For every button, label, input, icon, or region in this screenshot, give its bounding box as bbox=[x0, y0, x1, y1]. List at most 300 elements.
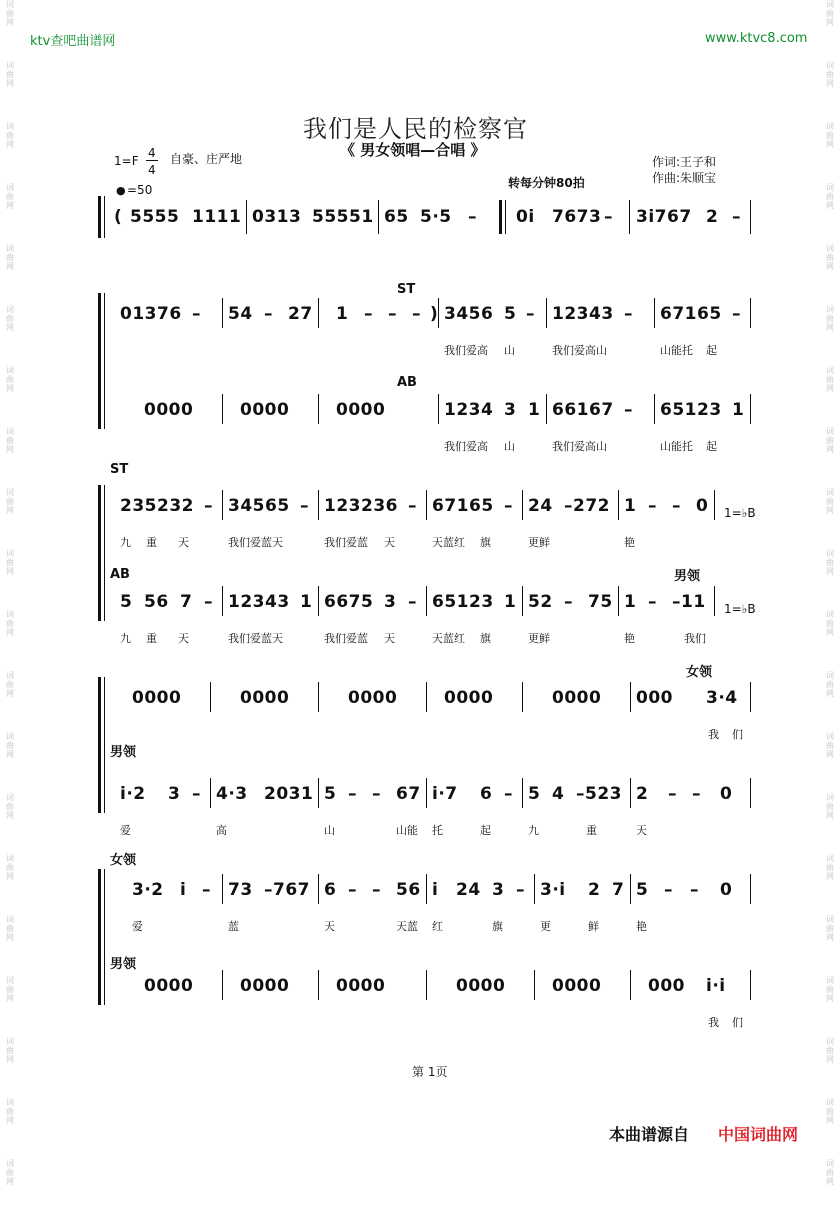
barline bbox=[318, 490, 319, 520]
female-lead-lyric: 鲜 bbox=[588, 920, 599, 933]
male-lead-note: i·7 bbox=[432, 784, 458, 804]
edge-watermark-glyph: 曲 bbox=[6, 192, 14, 201]
system1-note: 5555 bbox=[130, 207, 180, 227]
edge-watermark-glyph: 网 bbox=[826, 201, 834, 210]
st-note: – bbox=[732, 304, 741, 324]
male-lead-note: 0000 bbox=[552, 976, 602, 996]
ab-note: 1 bbox=[300, 592, 313, 612]
header-right-site-link[interactable]: www.ktvc8.com bbox=[705, 31, 808, 46]
edge-watermark-gap bbox=[824, 881, 836, 915]
st-note: 12343 bbox=[552, 304, 614, 324]
edge-watermark-glyph: 词 bbox=[6, 549, 14, 558]
female-lead-lyric: 红 bbox=[432, 920, 443, 933]
male-lead-note: 4 bbox=[552, 784, 565, 804]
edge-watermark-glyph: 网 bbox=[6, 628, 14, 637]
st-lyric: 起 bbox=[706, 344, 717, 357]
st-note: 123236 bbox=[324, 496, 398, 516]
edge-watermark-glyph: 词 bbox=[6, 610, 14, 619]
st-note: 5 bbox=[504, 304, 517, 324]
male-lead-lyric: 托 bbox=[432, 824, 443, 837]
barline bbox=[750, 298, 751, 328]
system1-note: 3i767 bbox=[636, 207, 692, 227]
st-note: 54 bbox=[228, 304, 253, 324]
edge-watermark-glyph: 曲 bbox=[6, 802, 14, 811]
system1-note: – bbox=[604, 207, 613, 227]
edge-watermark-glyph: 网 bbox=[6, 79, 14, 88]
edge-watermark-glyph: 词 bbox=[6, 1159, 14, 1168]
edge-watermark-glyph: 网 bbox=[6, 506, 14, 515]
edge-watermark-gap bbox=[824, 332, 836, 366]
barline bbox=[222, 970, 223, 1000]
edge-watermark-glyph: 网 bbox=[826, 872, 834, 881]
edge-watermark-glyph: 曲 bbox=[6, 314, 14, 323]
edge-watermark-gap bbox=[824, 576, 836, 610]
edge-watermark-glyph: 曲 bbox=[826, 863, 834, 872]
edge-watermark-glyph: 词 bbox=[826, 305, 834, 314]
left-edge-watermark bbox=[4, 0, 16, 1186]
tempo-change: 转每分钟80拍 bbox=[508, 176, 585, 190]
edge-watermark-glyph: 曲 bbox=[826, 375, 834, 384]
edge-watermark-glyph: 网 bbox=[826, 811, 834, 820]
st-lyric: 天 bbox=[178, 536, 189, 549]
edge-watermark-gap bbox=[824, 393, 836, 427]
barline bbox=[318, 778, 319, 808]
edge-watermark-gap bbox=[4, 1186, 16, 1220]
barline bbox=[630, 874, 631, 904]
st-note: – bbox=[648, 496, 657, 516]
edge-watermark-gap bbox=[824, 637, 836, 671]
female-lead-note: 3·4 bbox=[706, 688, 738, 708]
edge-watermark-glyph: 词 bbox=[6, 61, 14, 70]
st-note: 01376 bbox=[120, 304, 182, 324]
system2-bracket-line bbox=[104, 293, 105, 429]
edge-watermark-glyph: 词 bbox=[826, 244, 834, 253]
system5-bracket-line bbox=[104, 869, 105, 1005]
edge-watermark-glyph: 词 bbox=[6, 0, 14, 9]
edge-watermark-gap bbox=[4, 759, 16, 793]
st-note: – bbox=[504, 496, 513, 516]
st-note: 235232 bbox=[120, 496, 194, 516]
style-marking: 自豪、庄严地 bbox=[170, 152, 243, 166]
time-signature-bottom: 4 bbox=[148, 163, 156, 177]
male-lead-note: – bbox=[348, 784, 357, 804]
edge-watermark-glyph: 词 bbox=[826, 549, 834, 558]
edge-watermark-glyph: 词 bbox=[6, 488, 14, 497]
barline bbox=[750, 778, 751, 808]
male-lead-note: 2 bbox=[636, 784, 649, 804]
edge-watermark-gap bbox=[824, 1186, 836, 1220]
female-lead-note: – bbox=[202, 880, 211, 900]
male-lead-lyric: 山能 bbox=[396, 824, 418, 837]
edge-watermark-glyph: 词 bbox=[6, 671, 14, 680]
male-lead-note: 5 bbox=[528, 784, 541, 804]
male-lead-note: 5 bbox=[324, 784, 337, 804]
footer-source-link[interactable]: 中国词曲网 bbox=[718, 1125, 799, 1144]
edge-watermark-glyph: 词 bbox=[826, 793, 834, 802]
st-lyric: 山能托 bbox=[660, 344, 693, 357]
ab-lyric: 我们 bbox=[684, 632, 706, 645]
male-lead-note: i·2 bbox=[120, 784, 146, 804]
edge-watermark-glyph: 网 bbox=[6, 18, 14, 27]
edge-watermark-glyph: 网 bbox=[6, 689, 14, 698]
st-note: ) bbox=[430, 304, 439, 324]
edge-watermark-glyph: 词 bbox=[826, 366, 834, 375]
edge-watermark-gap bbox=[4, 27, 16, 61]
edge-watermark-glyph: 词 bbox=[826, 1037, 834, 1046]
ab-lyric: 天 bbox=[178, 632, 189, 645]
male-lead-note: – bbox=[692, 784, 701, 804]
ab-note: 56 bbox=[144, 592, 169, 612]
barline bbox=[654, 394, 655, 424]
st-note: – bbox=[388, 304, 397, 324]
song-title: 我们是人民的检察官 bbox=[303, 115, 528, 143]
ab-note: – bbox=[204, 592, 213, 612]
edge-watermark-glyph: 网 bbox=[826, 445, 834, 454]
edge-watermark-glyph: 词 bbox=[6, 915, 14, 924]
st-part-label: ST bbox=[110, 462, 129, 477]
ab-lyric: 天蓝红 bbox=[432, 632, 465, 645]
edge-watermark-glyph: 曲 bbox=[6, 924, 14, 933]
female-lead-lyric: 旗 bbox=[492, 920, 503, 933]
ab-part-label: AB bbox=[110, 567, 130, 582]
system2-bracket bbox=[98, 293, 101, 429]
edge-watermark-gap bbox=[4, 698, 16, 732]
system4-bracket bbox=[98, 677, 101, 813]
barline bbox=[318, 586, 319, 616]
barline bbox=[522, 490, 523, 520]
female-lead-lyric: 蓝 bbox=[228, 920, 239, 933]
barline bbox=[438, 394, 439, 424]
edge-watermark-glyph: 网 bbox=[6, 140, 14, 149]
edge-watermark-glyph: 网 bbox=[826, 79, 834, 88]
system4-bracket-line bbox=[104, 677, 105, 813]
barline bbox=[750, 200, 751, 234]
system1-note: 2 bbox=[706, 207, 719, 227]
edge-watermark-glyph: 词 bbox=[826, 732, 834, 741]
edge-watermark-glyph: 网 bbox=[6, 323, 14, 332]
edge-watermark-gap bbox=[824, 88, 836, 122]
male-lead-lyric: 天 bbox=[636, 824, 647, 837]
edge-watermark-glyph: 曲 bbox=[6, 70, 14, 79]
male-lead-note: 6 bbox=[480, 784, 493, 804]
edge-watermark-gap bbox=[4, 149, 16, 183]
female-lead-note: 3·2 bbox=[132, 880, 164, 900]
edge-watermark-glyph: 词 bbox=[826, 915, 834, 924]
edge-watermark-glyph: 词 bbox=[826, 488, 834, 497]
edge-watermark-glyph: 网 bbox=[6, 384, 14, 393]
edge-watermark-glyph: 词 bbox=[6, 122, 14, 131]
system1-note: 5·5 bbox=[420, 207, 452, 227]
edge-watermark-glyph: 网 bbox=[826, 933, 834, 942]
female-lead-note: – bbox=[372, 880, 381, 900]
edge-watermark-glyph: 网 bbox=[6, 750, 14, 759]
female-lead-note: i bbox=[180, 880, 187, 900]
male-lead-note: 0000 bbox=[336, 976, 386, 996]
st-lyric: 我们爱蓝 bbox=[324, 536, 368, 549]
barline bbox=[750, 970, 751, 1000]
st-lyric: 山 bbox=[504, 344, 515, 357]
barline bbox=[750, 394, 751, 424]
barline bbox=[618, 586, 619, 616]
female-lead-lyric: 天 bbox=[324, 920, 335, 933]
edge-watermark-glyph: 曲 bbox=[826, 924, 834, 933]
ab-note: 6675 bbox=[324, 592, 374, 612]
edge-watermark-glyph: 曲 bbox=[826, 70, 834, 79]
edge-watermark-glyph: 网 bbox=[826, 140, 834, 149]
barline bbox=[654, 298, 655, 328]
edge-watermark-glyph: 网 bbox=[826, 384, 834, 393]
edge-watermark-glyph: 词 bbox=[826, 0, 834, 9]
ab-lyric: 我们爱蓝 bbox=[324, 632, 368, 645]
st-lyric: 天蓝红 bbox=[432, 536, 465, 549]
st-note: – bbox=[526, 304, 535, 324]
edge-watermark-glyph: 曲 bbox=[826, 1168, 834, 1177]
edge-watermark-gap bbox=[4, 820, 16, 854]
edge-watermark-gap bbox=[4, 210, 16, 244]
barline bbox=[210, 682, 211, 712]
female-lead-note: 3·i bbox=[540, 880, 566, 900]
edge-watermark-glyph: 词 bbox=[826, 610, 834, 619]
edge-watermark-glyph: 曲 bbox=[6, 1046, 14, 1055]
edge-watermark-glyph: 词 bbox=[826, 61, 834, 70]
female-lead-note: 5 bbox=[636, 880, 649, 900]
edge-watermark-glyph: 曲 bbox=[826, 1046, 834, 1055]
edge-watermark-glyph: 词 bbox=[826, 854, 834, 863]
st-part-label: ST bbox=[397, 282, 416, 297]
quarter-note-icon: ● bbox=[116, 184, 126, 197]
barline bbox=[318, 874, 319, 904]
male-lead-lyric: 我 bbox=[708, 1016, 719, 1029]
key-signature: 1=F bbox=[114, 154, 139, 168]
barline bbox=[222, 394, 223, 424]
edge-watermark-glyph: 网 bbox=[6, 445, 14, 454]
system1-note: 7673 bbox=[552, 207, 602, 227]
st-note: – bbox=[364, 304, 373, 324]
edge-watermark-glyph: 网 bbox=[6, 567, 14, 576]
edge-watermark-gap bbox=[4, 942, 16, 976]
female-lead-note: 2 bbox=[588, 880, 601, 900]
male-lead-lyric: 重 bbox=[586, 824, 597, 837]
female-lead-note: – bbox=[664, 880, 673, 900]
header-left-site-link[interactable]: ktv查吧曲谱网 bbox=[30, 34, 116, 49]
edge-watermark-glyph: 网 bbox=[826, 994, 834, 1003]
st-note: 1 bbox=[336, 304, 349, 324]
system1-note: 0313 bbox=[252, 207, 302, 227]
edge-watermark-glyph: 网 bbox=[6, 994, 14, 1003]
female-lead-note: 73 bbox=[228, 880, 253, 900]
ab-lyric: 我们爱高 bbox=[444, 440, 488, 453]
edge-watermark-glyph: 曲 bbox=[6, 619, 14, 628]
edge-watermark-glyph: 曲 bbox=[826, 497, 834, 506]
edge-watermark-gap bbox=[4, 1003, 16, 1037]
system1-bracket bbox=[98, 196, 101, 238]
barline bbox=[222, 874, 223, 904]
system3-bracket bbox=[98, 485, 101, 621]
edge-watermark-gap bbox=[4, 1064, 16, 1098]
edge-watermark-glyph: 曲 bbox=[6, 558, 14, 567]
repeat-barline-thin bbox=[505, 200, 506, 234]
edge-watermark-gap bbox=[824, 1003, 836, 1037]
edge-watermark-glyph: 曲 bbox=[6, 680, 14, 689]
barline bbox=[318, 394, 319, 424]
edge-watermark-glyph: 词 bbox=[6, 183, 14, 192]
edge-watermark-glyph: 曲 bbox=[6, 9, 14, 18]
edge-watermark-glyph: 网 bbox=[826, 1116, 834, 1125]
edge-watermark-glyph: 曲 bbox=[6, 497, 14, 506]
male-lead-note: 0000 bbox=[240, 976, 290, 996]
st-lyric: 重 bbox=[146, 536, 157, 549]
edge-watermark-glyph: 网 bbox=[6, 811, 14, 820]
ab-note: – bbox=[564, 592, 573, 612]
ab-note: – bbox=[408, 592, 417, 612]
edge-watermark-glyph: 网 bbox=[6, 1116, 14, 1125]
edge-watermark-gap bbox=[4, 637, 16, 671]
ab-note: 1 bbox=[504, 592, 517, 612]
ab-note: – bbox=[648, 592, 657, 612]
female-lead-lyric: 艳 bbox=[636, 920, 647, 933]
st-note: 1 bbox=[624, 496, 637, 516]
barline bbox=[546, 298, 547, 328]
barline bbox=[630, 778, 631, 808]
male-lead-lyric: 高 bbox=[216, 824, 227, 837]
edge-watermark-glyph: 网 bbox=[826, 567, 834, 576]
barline bbox=[714, 586, 715, 616]
edge-watermark-glyph: 网 bbox=[6, 1055, 14, 1064]
composer-credit: 作曲:朱顺宝 bbox=[652, 171, 717, 185]
st-note: 27 bbox=[288, 304, 313, 324]
barline bbox=[438, 298, 439, 328]
male-lead-lyric: 爱 bbox=[120, 824, 131, 837]
edge-watermark-glyph: 曲 bbox=[6, 741, 14, 750]
edge-watermark-glyph: 词 bbox=[6, 305, 14, 314]
edge-watermark-gap bbox=[824, 27, 836, 61]
edge-watermark-gap bbox=[4, 271, 16, 305]
st-lyric: 我们爱蓝天 bbox=[228, 536, 283, 549]
edge-watermark-gap bbox=[824, 149, 836, 183]
st-note: 67165 bbox=[432, 496, 494, 516]
ab-note: 1 bbox=[528, 400, 541, 420]
st-note: – bbox=[624, 304, 633, 324]
edge-watermark-gap bbox=[824, 1125, 836, 1159]
edge-watermark-glyph: 曲 bbox=[6, 1168, 14, 1177]
ab-lyric: 我们爱蓝天 bbox=[228, 632, 283, 645]
female-lead-note: 0000 bbox=[444, 688, 494, 708]
ab-note: 65123 bbox=[432, 592, 494, 612]
ab-lyric: 天 bbox=[384, 632, 395, 645]
st-note: – bbox=[300, 496, 309, 516]
edge-watermark-glyph: 词 bbox=[6, 427, 14, 436]
edge-watermark-glyph: 网 bbox=[826, 1055, 834, 1064]
ab-lyric: 山能托 bbox=[660, 440, 693, 453]
st-note: 34565 bbox=[228, 496, 290, 516]
edge-watermark-glyph: 曲 bbox=[826, 741, 834, 750]
edge-watermark-glyph: 网 bbox=[6, 262, 14, 271]
ab-note: 66167 bbox=[552, 400, 614, 420]
time-signature-top: 4 bbox=[148, 146, 156, 160]
edge-watermark-glyph: 网 bbox=[826, 506, 834, 515]
ab-note: 65123 bbox=[660, 400, 722, 420]
female-lead-note: 0000 bbox=[240, 688, 290, 708]
edge-watermark-glyph: 曲 bbox=[6, 985, 14, 994]
ab-lyric: 艳 bbox=[624, 632, 635, 645]
male-lead-note: – bbox=[504, 784, 513, 804]
system5-bracket bbox=[98, 869, 101, 1005]
female-lead-lyric: 天蓝 bbox=[396, 920, 418, 933]
barline bbox=[522, 586, 523, 616]
edge-watermark-glyph: 词 bbox=[826, 671, 834, 680]
female-lead-note: 24 bbox=[456, 880, 481, 900]
edge-watermark-glyph: 词 bbox=[826, 1159, 834, 1168]
system1-note: – bbox=[732, 207, 741, 227]
edge-watermark-glyph: 网 bbox=[826, 262, 834, 271]
edge-watermark-glyph: 曲 bbox=[826, 680, 834, 689]
barline bbox=[222, 298, 223, 328]
male-lead-label: 男领 bbox=[674, 569, 701, 584]
edge-watermark-glyph: 词 bbox=[826, 1098, 834, 1107]
female-lead-note: 7 bbox=[612, 880, 625, 900]
female-lead-note: 0000 bbox=[132, 688, 182, 708]
edge-watermark-glyph: 曲 bbox=[6, 1107, 14, 1116]
ab-note: 52 bbox=[528, 592, 553, 612]
st-note: 67165 bbox=[660, 304, 722, 324]
edge-watermark-gap bbox=[4, 393, 16, 427]
st-lyric: 我们爱高山 bbox=[552, 344, 607, 357]
st-note: – bbox=[408, 496, 417, 516]
repeat-barline bbox=[499, 200, 502, 234]
edge-watermark-gap bbox=[824, 515, 836, 549]
edge-watermark-glyph: 词 bbox=[6, 1098, 14, 1107]
ab-note: 1 bbox=[732, 400, 745, 420]
barline bbox=[618, 490, 619, 520]
male-lead-note: 000 bbox=[648, 976, 685, 996]
edge-watermark-glyph: 网 bbox=[826, 689, 834, 698]
ab-note: 12343 bbox=[228, 592, 290, 612]
ab-note: 5 bbox=[120, 592, 133, 612]
barline bbox=[546, 394, 547, 424]
edge-watermark-glyph: 词 bbox=[6, 244, 14, 253]
edge-watermark-gap bbox=[824, 271, 836, 305]
st-lyric: 天 bbox=[384, 536, 395, 549]
barline bbox=[522, 778, 523, 808]
key-change-label: 1=♭B bbox=[724, 506, 756, 520]
edge-watermark-gap bbox=[824, 210, 836, 244]
edge-watermark-glyph: 网 bbox=[826, 750, 834, 759]
system3-bracket-line bbox=[104, 485, 105, 621]
edge-watermark-glyph: 网 bbox=[826, 323, 834, 332]
barline bbox=[318, 682, 319, 712]
ab-part-label: AB bbox=[397, 375, 417, 390]
st-lyric: 九 bbox=[120, 536, 131, 549]
edge-watermark-glyph: 网 bbox=[6, 933, 14, 942]
tempo-marking: =50 bbox=[127, 183, 153, 197]
barline bbox=[714, 490, 715, 520]
barline bbox=[629, 200, 630, 234]
edge-watermark-gap bbox=[824, 1064, 836, 1098]
st-note: – bbox=[412, 304, 421, 324]
barline bbox=[426, 682, 427, 712]
male-lead-note: i·i bbox=[706, 976, 726, 996]
st-note: 24 bbox=[528, 496, 553, 516]
male-lead-note: 0000 bbox=[456, 976, 506, 996]
edge-watermark-gap bbox=[824, 698, 836, 732]
st-lyric: 艳 bbox=[624, 536, 635, 549]
edge-watermark-glyph: 曲 bbox=[826, 1107, 834, 1116]
barline bbox=[426, 490, 427, 520]
edge-watermark-glyph: 网 bbox=[6, 1177, 14, 1186]
female-lead-note: – bbox=[690, 880, 699, 900]
female-lead-note: 000 bbox=[636, 688, 673, 708]
barline bbox=[750, 874, 751, 904]
